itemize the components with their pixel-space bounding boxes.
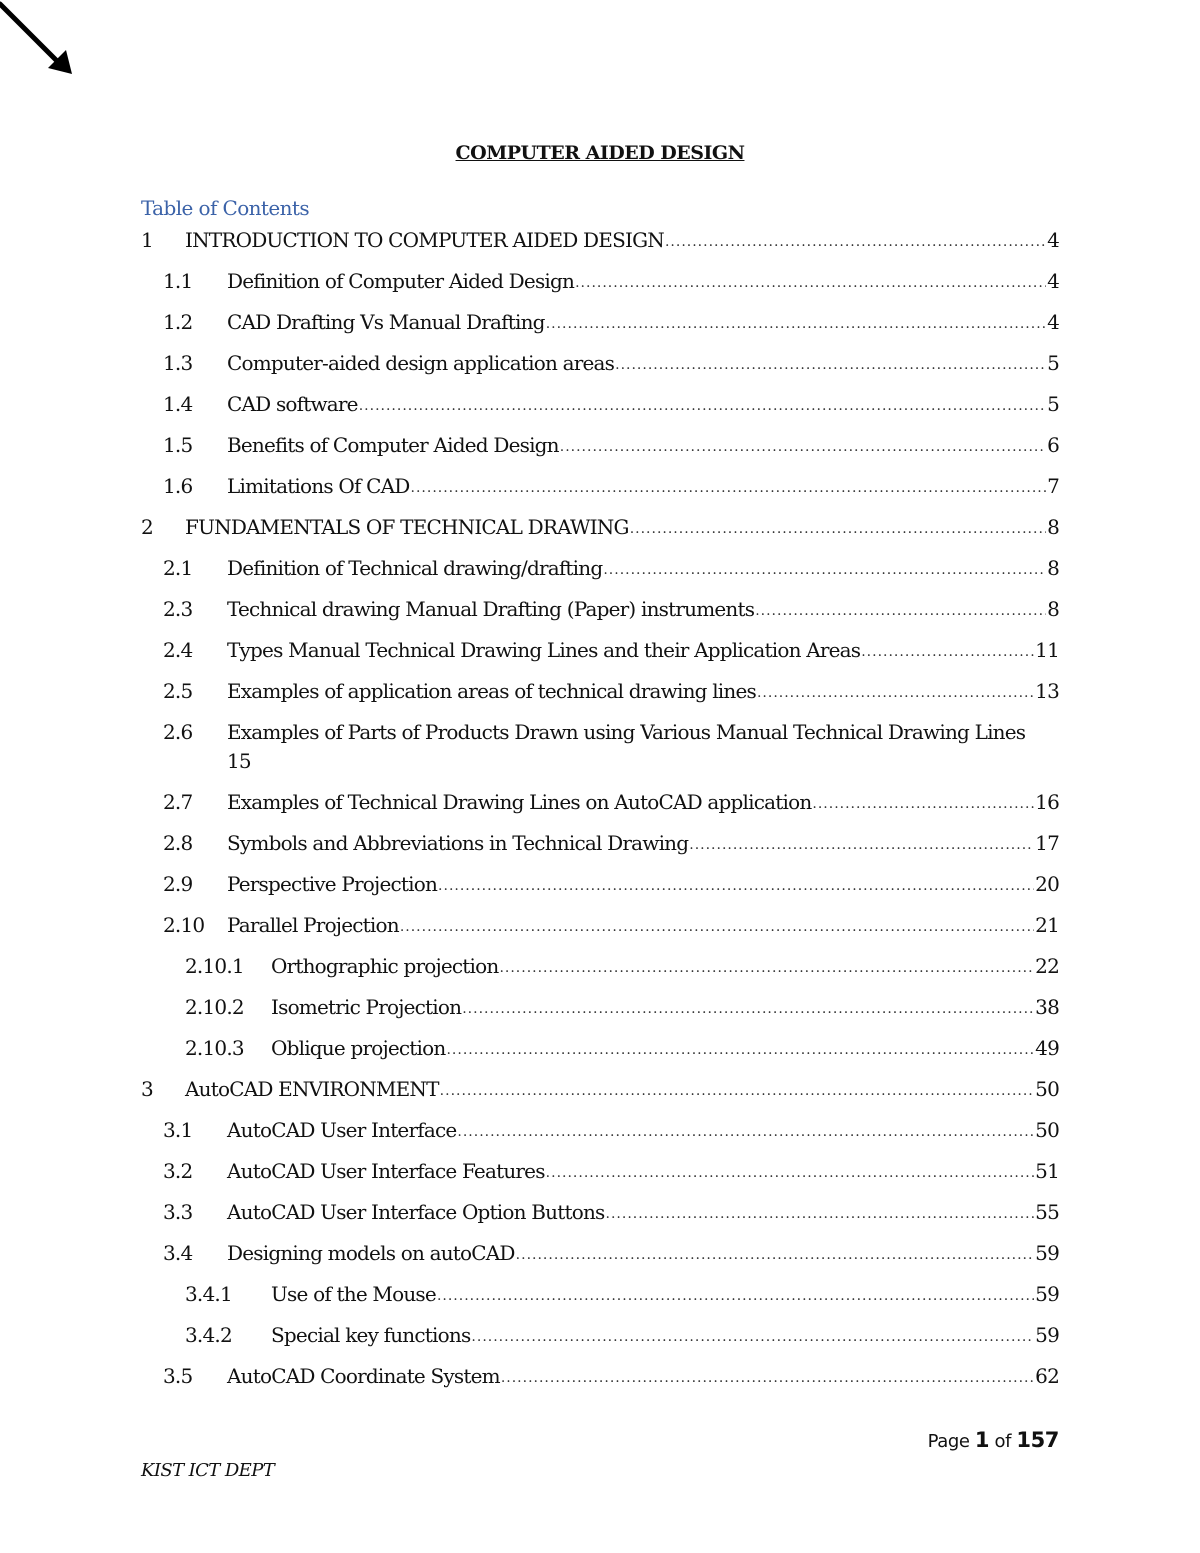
toc-entry-title: Definition of Computer Aided Design bbox=[227, 269, 575, 293]
toc-entry-title: AutoCAD User Interface Features bbox=[227, 1159, 545, 1183]
toc-entry-title: Parallel Projection bbox=[227, 913, 399, 937]
toc-entry-page: 17 bbox=[1035, 831, 1059, 855]
toc-entry-page: 4 bbox=[1047, 269, 1059, 293]
toc-entry-title: FUNDAMENTALS OF TECHNICAL DRAWING bbox=[185, 515, 629, 539]
toc-entry[interactable] bbox=[185, 1278, 1059, 1310]
toc-entry-page: 8 bbox=[1047, 556, 1059, 580]
toc-entry-number: 1.6 bbox=[163, 474, 193, 498]
toc-entry-title: Perspective Projection bbox=[227, 872, 438, 896]
toc-entry-title: INTRODUCTION TO COMPUTER AIDED DESIGN bbox=[185, 228, 664, 252]
toc-entry-number: 3.4.1 bbox=[185, 1282, 232, 1306]
toc-entry-page: 11 bbox=[1035, 638, 1059, 662]
toc-entry-page: 4 bbox=[1047, 310, 1059, 334]
toc-entry-title: Definition of Technical drawing/drafting bbox=[227, 556, 603, 580]
toc-dot-leader bbox=[630, 511, 1046, 543]
toc-entry-page: 4 bbox=[1047, 228, 1059, 252]
toc-dot-leader bbox=[560, 429, 1046, 461]
toc-entry[interactable] bbox=[163, 306, 1059, 338]
toc-entry-title: Orthographic projection bbox=[271, 954, 499, 978]
toc-entry-number: 1.2 bbox=[163, 310, 193, 334]
toc-dot-leader bbox=[440, 1073, 1034, 1105]
toc-entry[interactable] bbox=[163, 429, 1059, 461]
toc-entry[interactable] bbox=[163, 675, 1059, 707]
toc-entry-title: CAD Drafting Vs Manual Drafting bbox=[227, 310, 545, 334]
toc-entry[interactable] bbox=[163, 265, 1059, 297]
toc-entry-title: Examples of Technical Drawing Lines on AutoCAD application bbox=[227, 790, 812, 814]
toc-entry-page: 16 bbox=[1035, 790, 1059, 814]
toc-dot-leader bbox=[755, 593, 1046, 625]
toc-dot-leader bbox=[516, 1237, 1034, 1269]
toc-entry-title: AutoCAD User Interface Option Buttons bbox=[227, 1200, 605, 1224]
toc-entry-title: CAD software bbox=[227, 392, 358, 416]
toc-entry-number: 2.7 bbox=[163, 790, 193, 814]
toc-dot-leader bbox=[471, 1319, 1034, 1351]
toc-dot-leader bbox=[812, 786, 1034, 818]
toc-entry[interactable] bbox=[163, 388, 1059, 420]
toc-dot-leader bbox=[546, 306, 1046, 338]
toc-entry-page: 50 bbox=[1035, 1077, 1059, 1101]
toc-entry-page: 59 bbox=[1035, 1241, 1059, 1265]
toc-entry-number: 2.10.3 bbox=[185, 1036, 244, 1060]
toc-entry-title: Examples of Parts of Products Drawn using Various Manual Technical Drawing Lines bbox=[227, 720, 1026, 744]
toc-entry-number: 1.5 bbox=[163, 433, 193, 457]
toc-entry-number: 2.10.1 bbox=[185, 954, 244, 978]
toc-dot-leader bbox=[575, 265, 1046, 297]
toc-dot-leader bbox=[501, 1360, 1034, 1392]
toc-entry-number: 2.10.2 bbox=[185, 995, 244, 1019]
toc-entry-title-wrapped bbox=[227, 716, 1059, 776]
toc-entry-page: 59 bbox=[1035, 1323, 1059, 1347]
toc-dot-leader bbox=[606, 1196, 1035, 1228]
toc-entry-title: Designing models on autoCAD bbox=[227, 1241, 515, 1265]
toc-dot-leader bbox=[359, 388, 1046, 420]
toc-entry-number: 2.6 bbox=[163, 720, 193, 744]
page-total: 157 bbox=[1016, 1428, 1059, 1452]
toc-entry[interactable] bbox=[163, 786, 1059, 818]
page-of: of bbox=[994, 1431, 1012, 1452]
toc-entry-page: 51 bbox=[1035, 1159, 1059, 1183]
toc-entry-page: 21 bbox=[1035, 913, 1059, 937]
toc-dot-leader bbox=[499, 950, 1034, 982]
toc-entry-number: 3.3 bbox=[163, 1200, 193, 1224]
toc-entry-number: 2.9 bbox=[163, 872, 193, 896]
toc-dot-leader bbox=[437, 1278, 1034, 1310]
toc-entry-title: Special key functions bbox=[271, 1323, 471, 1347]
toc-entry-number: 2.1 bbox=[163, 556, 193, 580]
toc-entry-title: Computer-aided design application areas bbox=[227, 351, 615, 375]
toc-dot-leader bbox=[689, 827, 1034, 859]
toc-entry-page: 62 bbox=[1035, 1364, 1059, 1388]
toc-dot-leader bbox=[438, 868, 1034, 900]
toc-entry-page: 50 bbox=[1035, 1118, 1059, 1142]
toc-entry-number: 3 bbox=[141, 1077, 153, 1101]
toc-dot-leader bbox=[615, 347, 1046, 379]
toc-entry-page: 8 bbox=[1047, 597, 1059, 621]
toc-entry-number: 2.4 bbox=[163, 638, 193, 662]
toc-dot-leader bbox=[603, 552, 1046, 584]
toc-entry-page: 22 bbox=[1035, 954, 1059, 978]
toc-entry[interactable] bbox=[163, 593, 1059, 625]
toc-entry-number: 1.4 bbox=[163, 392, 193, 416]
toc-heading: Table of Contents bbox=[141, 196, 309, 220]
toc-entry-page: 8 bbox=[1047, 515, 1059, 539]
page-current: 1 bbox=[974, 1428, 990, 1452]
toc-entry[interactable] bbox=[163, 1196, 1059, 1228]
toc-entry-number: 1 bbox=[141, 228, 153, 252]
toc-entry-number: 3.5 bbox=[163, 1364, 193, 1388]
toc-entry-title: Types Manual Technical Drawing Lines and their Application Areas bbox=[227, 638, 861, 662]
toc-entry[interactable] bbox=[163, 716, 1059, 778]
toc-entry[interactable] bbox=[163, 1360, 1059, 1392]
toc-entry-title: Benefits of Computer Aided Design bbox=[227, 433, 559, 457]
toc-dot-leader bbox=[446, 1032, 1034, 1064]
page-label: Page bbox=[927, 1431, 970, 1452]
toc-entry-number: 3.4.2 bbox=[185, 1323, 232, 1347]
toc-entry[interactable] bbox=[163, 634, 1059, 666]
toc-entry-page: 55 bbox=[1035, 1200, 1059, 1224]
toc-entry-page: 20 bbox=[1035, 872, 1059, 896]
toc-dot-leader bbox=[400, 909, 1034, 941]
toc-entry-title: Technical drawing Manual Drafting (Paper) instruments bbox=[227, 597, 755, 621]
toc-entry[interactable] bbox=[163, 827, 1059, 859]
toc-entry-number: 2 bbox=[141, 515, 153, 539]
toc-entry-title: Use of the Mouse bbox=[271, 1282, 436, 1306]
toc-entry[interactable] bbox=[163, 347, 1059, 379]
toc-dot-leader bbox=[462, 991, 1034, 1023]
toc-dot-leader bbox=[411, 470, 1047, 502]
toc-entry-title: Symbols and Abbreviations in Technical Drawing bbox=[227, 831, 689, 855]
toc-entry-page: 13 bbox=[1035, 679, 1059, 703]
arrow-pointer-icon bbox=[0, 0, 80, 80]
toc-entry-number: 2.5 bbox=[163, 679, 193, 703]
toc-dot-leader bbox=[546, 1155, 1034, 1187]
toc-entry-title: Limitations Of CAD bbox=[227, 474, 410, 498]
toc-entry[interactable] bbox=[185, 991, 1059, 1023]
toc-entry-number: 1.3 bbox=[163, 351, 193, 375]
toc-entry-title: Oblique projection bbox=[271, 1036, 446, 1060]
toc-entry-page: 7 bbox=[1047, 474, 1059, 498]
toc-entry-number: 3.1 bbox=[163, 1118, 193, 1142]
toc-entry[interactable] bbox=[163, 552, 1059, 584]
toc-entry-title: Isometric Projection bbox=[271, 995, 462, 1019]
toc-entry-page: 5 bbox=[1047, 392, 1059, 416]
toc-dot-leader bbox=[665, 224, 1046, 256]
toc-entry-page: 38 bbox=[1035, 995, 1059, 1019]
toc-entry[interactable] bbox=[163, 470, 1059, 502]
toc-entry[interactable] bbox=[163, 1114, 1059, 1146]
toc-entry[interactable] bbox=[141, 511, 1059, 543]
document-title: COMPUTER AIDED DESIGN bbox=[455, 142, 745, 164]
toc-entry[interactable] bbox=[163, 1155, 1059, 1187]
toc-dot-leader bbox=[861, 634, 1034, 666]
toc-entry[interactable] bbox=[141, 224, 1059, 256]
page-number bbox=[928, 1428, 1059, 1452]
toc-dot-leader bbox=[757, 675, 1034, 707]
toc-entry-title: AutoCAD Coordinate System bbox=[227, 1364, 500, 1388]
toc-entry-number: 2.10 bbox=[163, 913, 205, 937]
toc-entry[interactable] bbox=[163, 868, 1059, 900]
toc-entry-title: AutoCAD User Interface bbox=[227, 1118, 457, 1142]
toc-entry-number: 1.1 bbox=[163, 269, 193, 293]
toc-entry[interactable] bbox=[185, 950, 1059, 982]
toc-entry[interactable] bbox=[141, 1073, 1059, 1105]
toc-entry[interactable] bbox=[163, 1237, 1059, 1269]
toc-entry[interactable] bbox=[163, 909, 1059, 941]
toc-entry[interactable] bbox=[185, 1319, 1059, 1351]
toc-entry-number: 3.2 bbox=[163, 1159, 193, 1183]
toc-entry-number: 3.4 bbox=[163, 1241, 193, 1265]
toc-entry-page: 15 bbox=[227, 749, 251, 773]
toc-dot-leader bbox=[457, 1114, 1034, 1146]
toc-entry-title: Examples of application areas of technical drawing lines bbox=[227, 679, 756, 703]
toc-entry-number: 2.3 bbox=[163, 597, 193, 621]
toc-entry-page: 59 bbox=[1035, 1282, 1059, 1306]
toc-entry-page: 5 bbox=[1047, 351, 1059, 375]
toc-entry-title: AutoCAD ENVIRONMENT bbox=[185, 1077, 439, 1101]
toc-entry-page: 6 bbox=[1047, 433, 1059, 457]
toc-entry-page: 49 bbox=[1035, 1036, 1059, 1060]
footer-department: KIST ICT DEPT bbox=[141, 1460, 275, 1481]
toc-entry[interactable] bbox=[185, 1032, 1059, 1064]
toc-entry-number: 2.8 bbox=[163, 831, 193, 855]
